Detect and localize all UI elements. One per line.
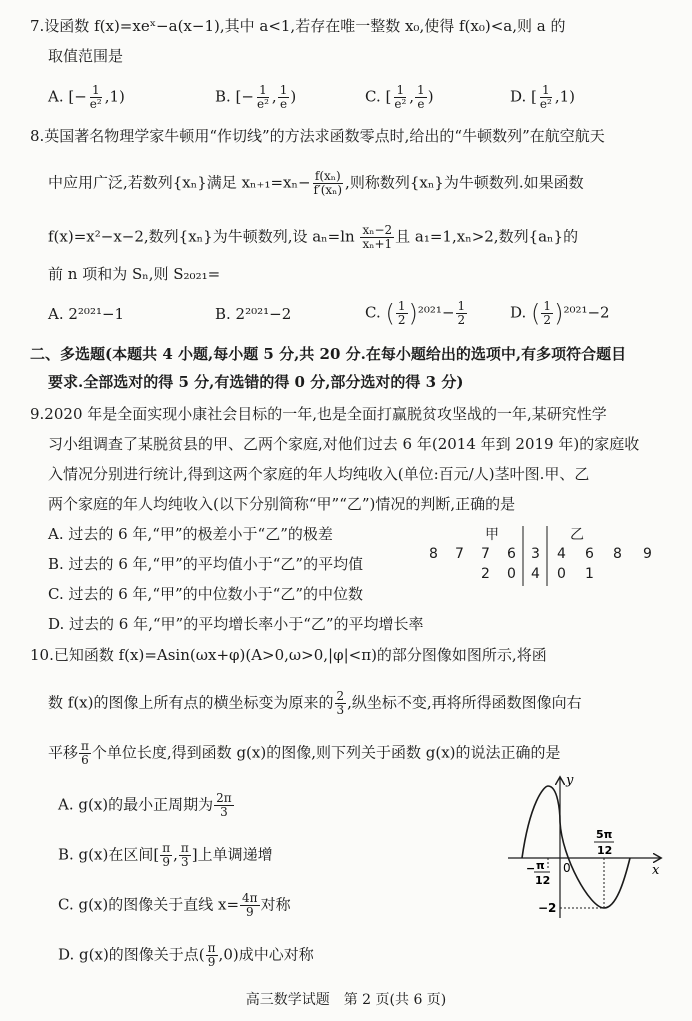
page-footer: 高三数学试题 第 2 页(共 6 页) [245,992,447,1008]
section-heading-line1: 二、多选题(本题共 4 小题,每小题 5 分,共 20 分.在每小题给出的选项中,有多项符合题目 [30,345,627,363]
q10-line1: 10.已知函数 f(x)=Asin(ωx+φ)(A>0,ω>0,|φ|<π)的部分图像如图所示,将函 [30,646,547,664]
q10-option-c: C. g(x)的图像关于直线 x= $\frac{4\pi}{9}$ 对称 [58,891,291,919]
stem-leaf-right: 9 [643,546,652,562]
q10-option-b: B. g(x)在区间[ $\frac{\pi}{9}$ , $\frac{\pi}{3}$ ]上单调递增 [58,841,273,869]
q7-line2: 取值范围是 [48,47,124,65]
q9-option-d: D. 过去的 6 年,“甲”的平均增长率小于“乙”的平均增长率 [48,615,424,633]
q9-line4: 两个家庭的年人均纯收入(以下分别简称“甲”“乙”)情况的判断,正确的是 [48,495,516,513]
stem-header-left: 甲 [485,527,499,543]
sine-graph [500,772,670,922]
y-axis-label: y [566,773,574,788]
q9-line3: 入情况分别进行统计,得到这两个家庭的年人均纯收入(单位:百元/人)茎叶图.甲、乙 [48,465,590,483]
q9-option-b: B. 过去的 6 年,“甲”的平均值小于“乙”的平均值 [48,555,364,573]
q10-option-a: A. g(x)的最小正周期为 $\frac{2\pi}{3}$ [58,791,232,819]
sine-curve [522,786,630,908]
tick-right-denominator: 12 [597,844,613,857]
min-value-label: −2 [538,901,557,915]
q7-option-b: B. [− $\frac{1}{\text{e²}}$ , $\frac{1}{e}$ ) [215,83,297,111]
q9-option-a: A. 过去的 6 年,“甲”的极差小于“乙”的极差 [48,525,333,543]
tick-left-sign: − [526,862,536,875]
stem-leaf-right: 4 [557,546,566,562]
stem-header-right: 乙 [570,527,584,543]
tick-right-numerator: 5π [596,828,613,841]
tick-left-numerator: π [536,859,545,872]
q8-line4: 前 n 项和为 Sₙ,则 S₂₀₂₁= [48,265,221,283]
stem-leaf-right: 6 [585,546,594,562]
q7-option-a: A. [− $\frac{1}{\text{e²}}$ ,1) [48,83,125,111]
stem-leaf-left: 0 [507,566,516,582]
q7-option-c: C. [ $\frac{1}{\text{e²}}$ , $\frac{1}{e}$ ) [365,83,434,111]
stem-leaf-left: 6 [507,546,516,562]
q9-line2: 习小组调查了某脱贫县的甲、乙两个家庭,对他们过去 6 年(2014 年到 2019 年)的家庭收 [48,435,640,453]
stem-leaf-left: 7 [455,546,464,562]
q8-option-c: C. ( $\frac{1}{2}$ )²⁰²¹− $\frac{1}{2}$ [365,299,466,328]
stem-leaf-right: 1 [585,566,594,582]
stem-leaf-right: 0 [557,566,566,582]
q10-option-d: D. g(x)的图像关于点( $\frac{\pi}{9}$ ,0)成中心对称 [58,941,314,969]
q8-option-a: A. 2²⁰²¹−1 [48,305,125,323]
q7-option-d: D. [ $\frac{1}{\text{e²}}$ ,1) [510,83,575,111]
q7-line1: 7.设函数 f(x)=xeˣ−a(x−1),其中 a<1,若存在唯一整数 x₀,使得 f(x₀)<a,则 a 的 [30,17,566,35]
stem-value: 3 [531,546,540,562]
stem-leaf-right: 8 [613,546,622,562]
q8-line3: f(x)=x²−x−2,数列{xₙ}为牛顿数列,设 aₙ=ln $\frac{\text{xₙ−2}}{\text{xₙ+1}}$ 且 a₁=1,xₙ>2,数列{aₙ}的 [48,223,579,251]
q10-line2: 数 f(x)的图像上所有点的横坐标变为原来的 $\frac{2}{3}$ ,纵坐标不变,再将所得函数图像向右 [48,689,582,717]
stem-leaf-left: 2 [481,566,490,582]
q10-line3: 平移 $\frac{\pi}{6}$ 个单位长度,得到函数 g(x)的图像,则下列关于函数 g(x)的说法正确的是 [48,739,561,767]
q9-option-c: C. 过去的 6 年,“甲”的中位数小于“乙”的中位数 [48,585,364,603]
tick-left-denominator: 12 [535,874,551,887]
section-heading-line2: 要求.全部选对的得 5 分,有选错的得 0 分,部分选对的得 3 分) [48,373,464,391]
stem-value: 4 [531,566,540,582]
q8-option-d: D. ( $\frac{1}{2}$ )²⁰²¹−2 [510,299,610,328]
q9-line1: 9.2020 年是全面实现小康社会目标的一年,也是全面打赢脱贫攻坚战的一年,某研究性学 [30,405,607,423]
q8-line2: 中应用广泛,若数列{xₙ}满足 xₙ₊₁=xₙ− $\frac{\text{f(xₙ)}}{\text{f′(xₙ)}}$ ,则称数列{xₙ}为牛顿数列.如果函数 [48,169,584,197]
q8-option-b: B. 2²⁰²¹−2 [215,305,292,323]
q8-line1: 8.英国著名物理学家牛顿用“作切线”的方法求函数零点时,给出的“牛顿数列”在航空航天 [30,127,605,145]
stem-leaf-left: 8 [429,546,438,562]
x-axis-label: x [652,863,660,878]
origin-label: 0 [563,861,571,875]
stem-leaf-left: 7 [481,546,490,562]
stem-leaf-plot [425,524,665,588]
